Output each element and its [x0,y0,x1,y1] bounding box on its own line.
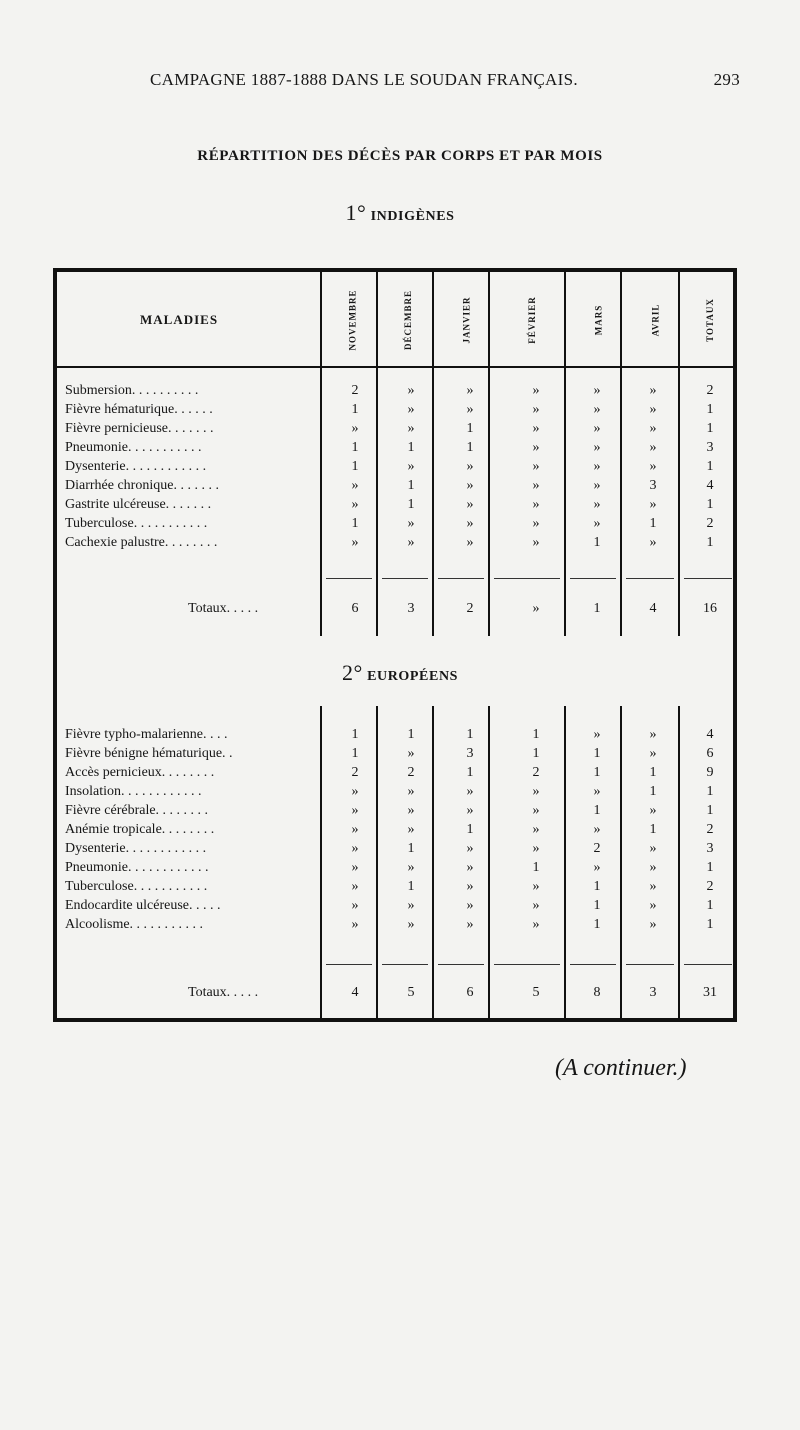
cell: 3 [649,985,657,1000]
section-label: INDIGÈNES [370,209,455,224]
cell: 3 [706,841,714,856]
cell: » [593,860,601,875]
cell: 1 [593,765,601,780]
cell: 4 [649,601,657,616]
table-row [0,459,800,478]
cell: » [407,402,415,417]
cell: » [466,535,474,550]
cell: » [532,440,540,455]
row-label: Dysenterie. . . . . . . . . . . . [65,459,207,474]
cell: 3 [649,478,657,493]
cell: 1 [351,440,359,455]
section-number: 2° [341,660,363,685]
row-label: Anémie tropicale. . . . . . . . [65,822,215,837]
table-row [0,822,800,841]
totals-rule [438,964,484,965]
row-label: Cachexie palustre. . . . . . . . [65,535,218,550]
cell: » [649,727,657,742]
row-label: Accès pernicieux. . . . . . . . [65,765,215,780]
cell: 4 [351,985,359,1000]
cell: » [532,421,540,436]
cell: » [407,917,415,932]
cell: 1 [466,440,474,455]
cell: 1 [706,784,714,799]
cell: 1 [706,497,714,512]
row-label: Submersion. . . . . . . . . . [65,383,199,398]
cell: » [532,803,540,818]
section-label: EUROPÉENS [367,669,459,684]
totals-rule [326,578,372,579]
cell: » [593,459,601,474]
cell: » [351,917,359,932]
cell: 5 [532,985,540,1000]
cell: 1 [593,535,601,550]
cell: 2 [351,765,359,780]
table-row [0,841,800,860]
cell: » [466,383,474,398]
cell: » [593,440,601,455]
cell: » [466,516,474,531]
row-label: Fièvre pernicieuse. . . . . . . [65,421,214,436]
row-label: Pneumonie. . . . . . . . . . . [65,440,202,455]
totals-label: Totaux. . . . . [188,601,259,616]
cell: 1 [532,860,540,875]
cell: » [649,440,657,455]
continuation-note: (A continuer.) [555,1055,687,1081]
cell: » [351,535,359,550]
cell: 1 [593,879,601,894]
table-row [0,383,800,402]
cell: » [532,478,540,493]
table-row [0,860,800,879]
cell: » [649,841,657,856]
row-label: Fièvre cérébrale. . . . . . . . [65,803,209,818]
cell: 2 [466,601,474,616]
cell: 8 [593,985,601,1000]
totals-row [0,601,800,620]
cell: » [351,898,359,913]
cell: 2 [706,383,714,398]
cell: » [532,383,540,398]
cell: 1 [706,860,714,875]
cell: » [407,803,415,818]
table-row [0,898,800,917]
cell: » [532,601,540,616]
row-label: Fièvre bénigne hématurique. . [65,746,233,761]
cell: » [649,746,657,761]
column-header-avril: AVRIL [650,303,660,337]
column-header-totaux: TOTAUX [705,298,715,342]
cell: 31 [703,985,717,1000]
cell: » [593,383,601,398]
cell: 6 [466,985,474,1000]
cell: » [593,421,601,436]
totals-rule [570,964,616,965]
cell: 1 [532,727,540,742]
cell: » [593,478,601,493]
totals-rule [326,964,372,965]
cell: 2 [706,822,714,837]
column-header-janvier: JANVIER [461,296,472,344]
cell: 1 [593,803,601,818]
cell: » [593,727,601,742]
cell: 1 [466,421,474,436]
cell: » [532,402,540,417]
cell: » [466,497,474,512]
cell: » [649,917,657,932]
table-row [0,784,800,803]
totals-row [0,985,800,1004]
cell: » [593,822,601,837]
cell: » [466,402,474,417]
totals-rule [570,578,616,579]
section-title-europeens [0,660,800,686]
column-header-decembre: DÉCEMBRE [403,289,414,351]
cell: » [351,879,359,894]
cell: » [466,841,474,856]
cell: 1 [407,727,415,742]
cell: 1 [407,841,415,856]
cell: 16 [703,601,717,616]
row-label: Alcoolisme. . . . . . . . . . . [65,917,204,932]
cell: 1 [706,898,714,913]
row-label: Endocardite ulcéreuse. . . . . [65,898,221,913]
column-header-fevrier: FÉVRIER [527,296,538,344]
cell: » [407,516,415,531]
cell: 1 [351,459,359,474]
cell: » [351,478,359,493]
cell: » [466,879,474,894]
cell: » [351,841,359,856]
totals-rule [494,578,560,579]
cell: » [407,746,415,761]
cell: 1 [407,497,415,512]
totals-rule [438,578,484,579]
cell: 1 [407,879,415,894]
cell: » [351,421,359,436]
cell: 1 [593,898,601,913]
cell: 1 [466,765,474,780]
page-number: 293 [713,70,740,89]
cell: 6 [706,746,714,761]
column-header-mars: MARS [593,304,603,336]
cell: » [649,803,657,818]
row-label: Fièvre typho-malarienne. . . . [65,727,228,742]
cell: » [466,898,474,913]
cell: 1 [706,421,714,436]
cell: 6 [351,601,359,616]
cell: » [593,516,601,531]
row-label: Fièvre hématurique. . . . . . [65,402,213,417]
cell: » [593,784,601,799]
cell: » [407,383,415,398]
row-label: Tuberculose. . . . . . . . . . . [65,879,208,894]
totals-rule [382,578,428,579]
cell: 2 [407,765,415,780]
cell: 1 [351,402,359,417]
row-label: Dysenterie. . . . . . . . . . . . [65,841,207,856]
cell: » [532,879,540,894]
cell: » [532,898,540,913]
cell: 1 [466,727,474,742]
totals-rule [626,578,674,579]
cell: 2 [593,841,601,856]
totals-rule [382,964,428,965]
table-row [0,879,800,898]
cell: » [532,459,540,474]
table-row [0,746,800,765]
cell: » [649,879,657,894]
cell: » [351,822,359,837]
cell: 1 [706,803,714,818]
cell: 1 [351,746,359,761]
table-row [0,535,800,554]
row-label: Tuberculose. . . . . . . . . . . [65,516,208,531]
cell: 1 [649,765,657,780]
cell: » [466,917,474,932]
cell: » [466,478,474,493]
cell: » [351,803,359,818]
cell: 1 [407,478,415,493]
cell: 2 [532,765,540,780]
cell: » [532,784,540,799]
cell: » [532,917,540,932]
row-label: Diarrhée chronique. . . . . . . [65,478,219,493]
table-row [0,440,800,459]
cell: 4 [706,478,714,493]
cell: 2 [706,879,714,894]
cell: » [593,402,601,417]
cell: 1 [407,440,415,455]
totals-label: Totaux. . . . . [188,985,259,1000]
cell: » [466,784,474,799]
cell: » [466,459,474,474]
cell: » [407,535,415,550]
section-number: 1° [345,200,367,225]
cell: 1 [649,822,657,837]
cell: » [407,459,415,474]
table-row [0,402,800,421]
table-row [0,765,800,784]
cell: » [407,822,415,837]
cell: » [407,898,415,913]
row-label: Insolation. . . . . . . . . . . . [65,784,202,799]
cell: » [407,421,415,436]
cell: 1 [706,535,714,550]
cell: » [649,535,657,550]
cell: 1 [351,727,359,742]
cell: 1 [351,516,359,531]
totals-rule [494,964,560,965]
cell: 1 [706,917,714,932]
section-title-indigenes [0,200,800,226]
cell: 9 [706,765,714,780]
table-row [0,497,800,516]
totals-rule [684,964,732,965]
totals-rule [626,964,674,965]
totals-rule [684,578,732,579]
cell: 1 [706,459,714,474]
cell: 1 [706,402,714,417]
cell: 2 [351,383,359,398]
table-row [0,727,800,746]
table-row [0,917,800,936]
cell: » [649,402,657,417]
row-label: Gastrite ulcéreuse. . . . . . . [65,497,212,512]
row-label: Pneumonie. . . . . . . . . . . . [65,860,209,875]
cell: » [466,803,474,818]
cell: 1 [649,784,657,799]
maladies-column-header: MALADIES [140,312,219,327]
column-header-novembre: NOVEMBRE [347,289,358,351]
cell: » [593,497,601,512]
cell: 1 [649,516,657,531]
header-rule [57,366,733,368]
cell: 1 [593,746,601,761]
cell: 1 [466,822,474,837]
cell: » [649,421,657,436]
cell: » [407,784,415,799]
table-row [0,421,800,440]
cell: » [351,784,359,799]
cell: » [351,497,359,512]
cell: 1 [532,746,540,761]
cell: » [532,841,540,856]
cell: 1 [593,601,601,616]
cell: » [649,383,657,398]
table-row [0,803,800,822]
cell: 5 [407,985,415,1000]
cell: » [532,535,540,550]
cell: 1 [593,917,601,932]
cell: » [649,898,657,913]
cell: 3 [466,746,474,761]
cell: 3 [706,440,714,455]
table-row [0,478,800,497]
table-main-title: RÉPARTITION DES DÉCÈS PAR CORPS ET PAR MOIS [197,148,603,164]
cell: » [407,860,415,875]
cell: 3 [407,601,415,616]
table-row [0,516,800,535]
cell: » [649,459,657,474]
cell: » [649,497,657,512]
cell: » [532,516,540,531]
running-title: CAMPAGNE 1887-1888 DANS LE SOUDAN FRANÇAIS. [150,70,578,89]
cell: 4 [706,727,714,742]
cell: » [532,497,540,512]
cell: » [649,860,657,875]
cell: » [351,860,359,875]
cell: 2 [706,516,714,531]
cell: » [466,860,474,875]
cell: » [532,822,540,837]
